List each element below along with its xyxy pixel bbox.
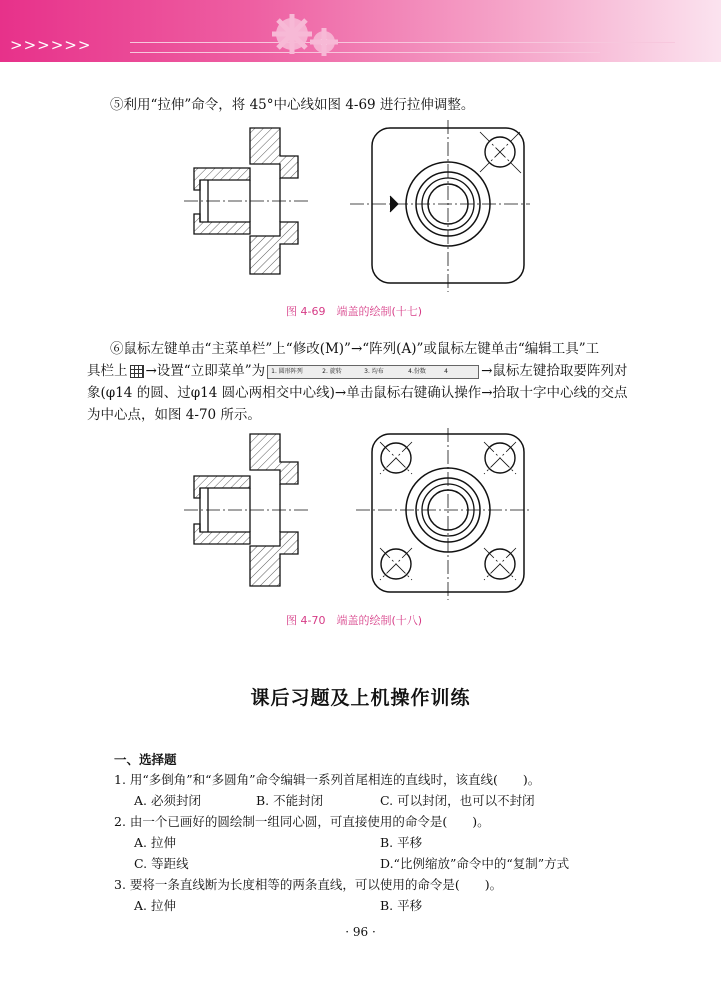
q1-option-a: A. 必须封闭 [134, 793, 201, 808]
q2-option-a: A. 拉伸 [134, 835, 176, 850]
q1-option-c: C. 可以封闭，也可以不封闭 [380, 793, 535, 808]
figure-4-70 [180, 428, 540, 608]
step6-line1: ⑥鼠标左键单击“主菜单栏”上“修改(M)”→“阵列(A)”或鼠标左键单击“编辑工具”工 [110, 341, 600, 357]
toolbar-item-5: 4 [444, 367, 448, 375]
step6-line4: 为中心点，如图 4-70 所示。 [87, 407, 261, 423]
toolbar-item-3: 3. 均布 [364, 367, 384, 375]
q2-option-d: D.“比例缩放”命令中的“复制”方式 [380, 856, 570, 871]
step6-line3: 象(φ14 的圆、过φ14 圆心两相交中心线)→单击鼠标右键确认操作→拾取十字中心线的交点 [87, 385, 628, 401]
figure-4-69 [180, 118, 540, 298]
q2-option-c: C. 等距线 [134, 856, 189, 871]
figure-4-70-caption: 图 4-70 端盖的绘制(十八) [286, 614, 423, 627]
q1-option-b: B. 不能封闭 [256, 793, 324, 808]
section-title: 课后习题及上机操作训练 [250, 687, 471, 709]
step6-line2-b: →设置“立即菜单”为 [145, 363, 266, 379]
figure-4-69-caption: 图 4-69 端盖的绘制(十七) [286, 305, 423, 318]
step5-text: ⑤利用“拉伸”命令，将 45°中心线如图 4-69 进行拉伸调整。 [110, 97, 475, 113]
toolbar-item-1: 1. 圆形阵列 [271, 367, 303, 375]
header-rule-2 [130, 52, 600, 53]
array-grid-icon [130, 365, 144, 378]
question-1: 1. 用“多倒角”和“多圆角”命令编辑一系列首尾相连的直线时，该直线( )。 [114, 772, 541, 787]
exercise-heading: 一、选择题 [114, 752, 177, 767]
chevrons-decoration: >>>>>> [10, 36, 92, 54]
page-header-banner [0, 0, 721, 62]
question-2: 2. 由一个已画好的圆绘制一组同心圆，可直接使用的命令是( )。 [114, 814, 490, 829]
header-rule [130, 42, 675, 43]
gears-icon [262, 6, 352, 60]
q3-option-b: B. 平移 [380, 898, 423, 913]
toolbar-item-4: 4.份数 [408, 367, 426, 375]
q2-option-b: B. 平移 [380, 835, 423, 850]
immediate-menu-toolbar [267, 365, 479, 379]
question-3: 3. 要将一条直线断为长度相等的两条直线，可以使用的命令是( )。 [114, 877, 503, 892]
q3-option-a: A. 拉伸 [134, 898, 176, 913]
step6-line2-c: →鼠标左键拾取要阵列对 [481, 363, 628, 379]
toolbar-item-2: 2. 旋转 [322, 367, 342, 375]
step6-line2 [87, 360, 627, 382]
step6-line2-a: 具栏上 [87, 363, 128, 379]
page-number: · 96 · [345, 925, 376, 939]
